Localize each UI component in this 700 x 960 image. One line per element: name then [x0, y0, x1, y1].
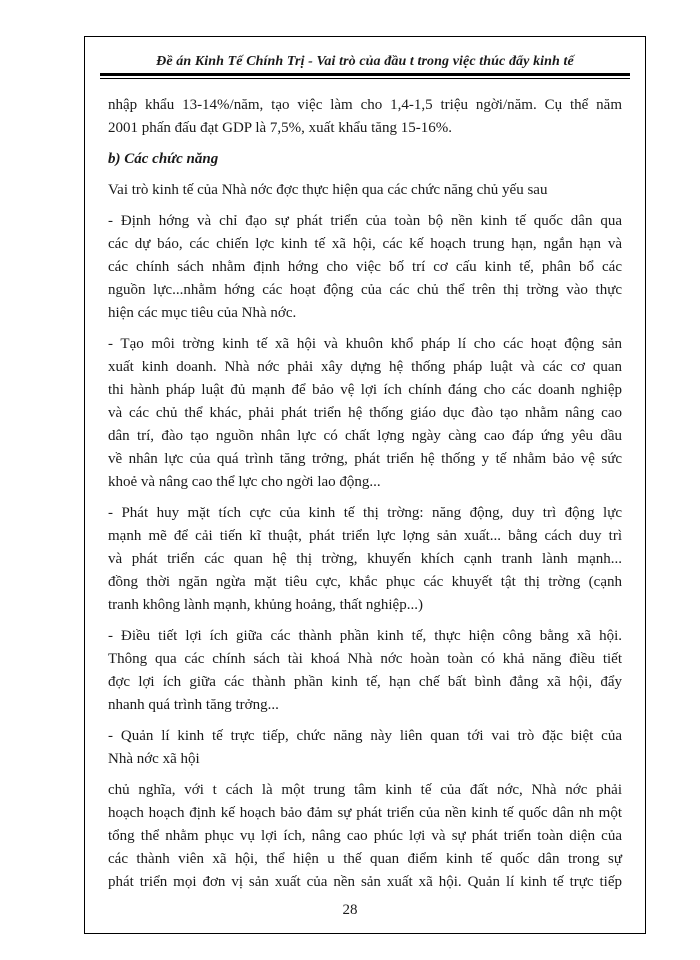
paragraph-1: [108, 210, 622, 325]
body-line: các chính sách nhằm định hớng cho việc bố trí cơ cấu kinh tế, phân bổ các: [108, 259, 622, 275]
body-line: đồng thời ngăn ngừa mặt tiêu cực, khắc phục các khuyết tật thị trờng (cạnh: [108, 574, 622, 590]
body-line: và phát triển các quan hệ thị trờng, khuyến khích cạnh tranh lành mạnh...: [108, 551, 622, 567]
body-line: thi hành pháp luật đủ mạnh để bảo vệ lợi ích chính đáng cho các doanh nghiệp: [108, 382, 622, 398]
closing-paragraph: [108, 779, 622, 894]
body-line: Thông qua các chính sách tài khoá Nhà nớc hoàn toàn có khả năng điều tiết: [108, 651, 622, 667]
body-line: - Định hớng và chỉ đạo sự phát triển của toàn bộ nền kinh tế quốc dân qua: [108, 213, 622, 229]
body-line: - Phát huy mặt tích cực của kinh tế thị trờng: năng động, duy trì động lực: [108, 505, 622, 521]
header-rule-thick: [100, 73, 630, 76]
paragraph-3: [108, 502, 622, 617]
body-line: chủ nghĩa, với t cách là một trung tâm kinh tế của đất nớc, Nhà nớc phải: [108, 782, 622, 798]
body-line: xuất kinh doanh. Nhà nớc phải xây dựng hệ thống pháp luật và các cơ quan: [108, 359, 622, 375]
body-line: về nhân lực của quá trình tăng trởng, phát triển hệ thống y tế nhằm bảo vệ sức: [108, 451, 622, 467]
lead-line: Vai trò kinh tế của Nhà nớc đợc thực hiện qua các chức năng chủ yếu sau: [108, 182, 548, 198]
header-title: Đề án Kinh Tế Chính Trị - Vai trò của đầu t trong việc thúc đẩy kinh tế: [156, 54, 574, 69]
page-number: 28: [342, 902, 358, 918]
body-line: và các chủ thể khác, phải phát triển hệ thống giáo dục đào tạo nhằm nâng cao: [108, 405, 622, 421]
section-heading: b) Các chức năng: [108, 151, 219, 167]
body-line: Nhà nớc xã hội: [108, 751, 200, 767]
body-line: khoẻ và nâng cao thể lực cho ngời lao động...: [108, 474, 381, 490]
body-line: phát triển mọi đơn vị sản xuất của nền sản xuất xã hội. Quản lí kinh tế trực tiếp: [108, 874, 622, 890]
running-header: [100, 52, 630, 80]
body-line: hoạch hoạch định kế hoạch bảo đảm sự phát triển của nền kinh tế quốc dân nh một: [108, 805, 622, 821]
header-rule-thin: [100, 78, 630, 79]
body-line: các thành viên xã hội, thể hiện u thế quan điểm kinh tế quốc dân trong sự: [108, 851, 622, 867]
paragraph-4: [108, 625, 622, 717]
body-line: các dự báo, các chiến lợc kinh tế xã hội, các kế hoạch trung hạn, ngắn hạn và: [108, 236, 622, 252]
document-body: [108, 94, 622, 894]
body-line: dân trí, đào tạo nguồn nhân lực có chất lợng ngày càng cao đáp ứng yêu dầu: [108, 428, 622, 444]
body-line: tổng thể nhằm phục vụ lợi ích, nâng cao phúc lợi và sự phát triển toàn diện của: [108, 828, 622, 844]
body-line: hiện các mục tiêu của Nhà nớc.: [108, 305, 297, 321]
body-line: - Tạo môi trờng kinh tế xã hội và khuôn khổ pháp lí cho các hoạt động sản: [108, 336, 622, 352]
body-line: đợc lợi ích giữa các thành phần kinh tế, hạn chế bất bình đẳng xã hội, đẩy: [108, 674, 622, 690]
paragraph-5: [108, 725, 622, 771]
body-line: - Quản lí kinh tế trực tiếp, chức năng này liên quan tới vai trò đặc biệt của: [108, 728, 622, 744]
body-line: mạnh mẽ để cải tiến kĩ thuật, phát triển lực lợng sản xuất... bằng cách duy trì: [108, 528, 622, 544]
body-line: tranh không lành mạnh, khủng hoảng, thất nghiệp...): [108, 597, 423, 613]
body-line: 2001 phấn đấu đạt GDP là 7,5%, xuất khẩu tăng 15-16%.: [108, 120, 452, 136]
body-line: - Điều tiết lợi ích giữa các thành phần kinh tế, thực hiện công bằng xã hội.: [108, 628, 622, 644]
body-line: nhập khẩu 13-14%/năm, tạo việc làm cho 1,4-1,5 triệu ngời/năm. Cụ thể năm: [108, 97, 622, 113]
paragraph-2: [108, 333, 622, 494]
body-line: nhanh quá trình tăng trởng...: [108, 697, 279, 713]
body-line: nguồn lực...nhằm hớng các hoạt động của các chủ thể trên thị trờng vào thực: [108, 282, 622, 298]
